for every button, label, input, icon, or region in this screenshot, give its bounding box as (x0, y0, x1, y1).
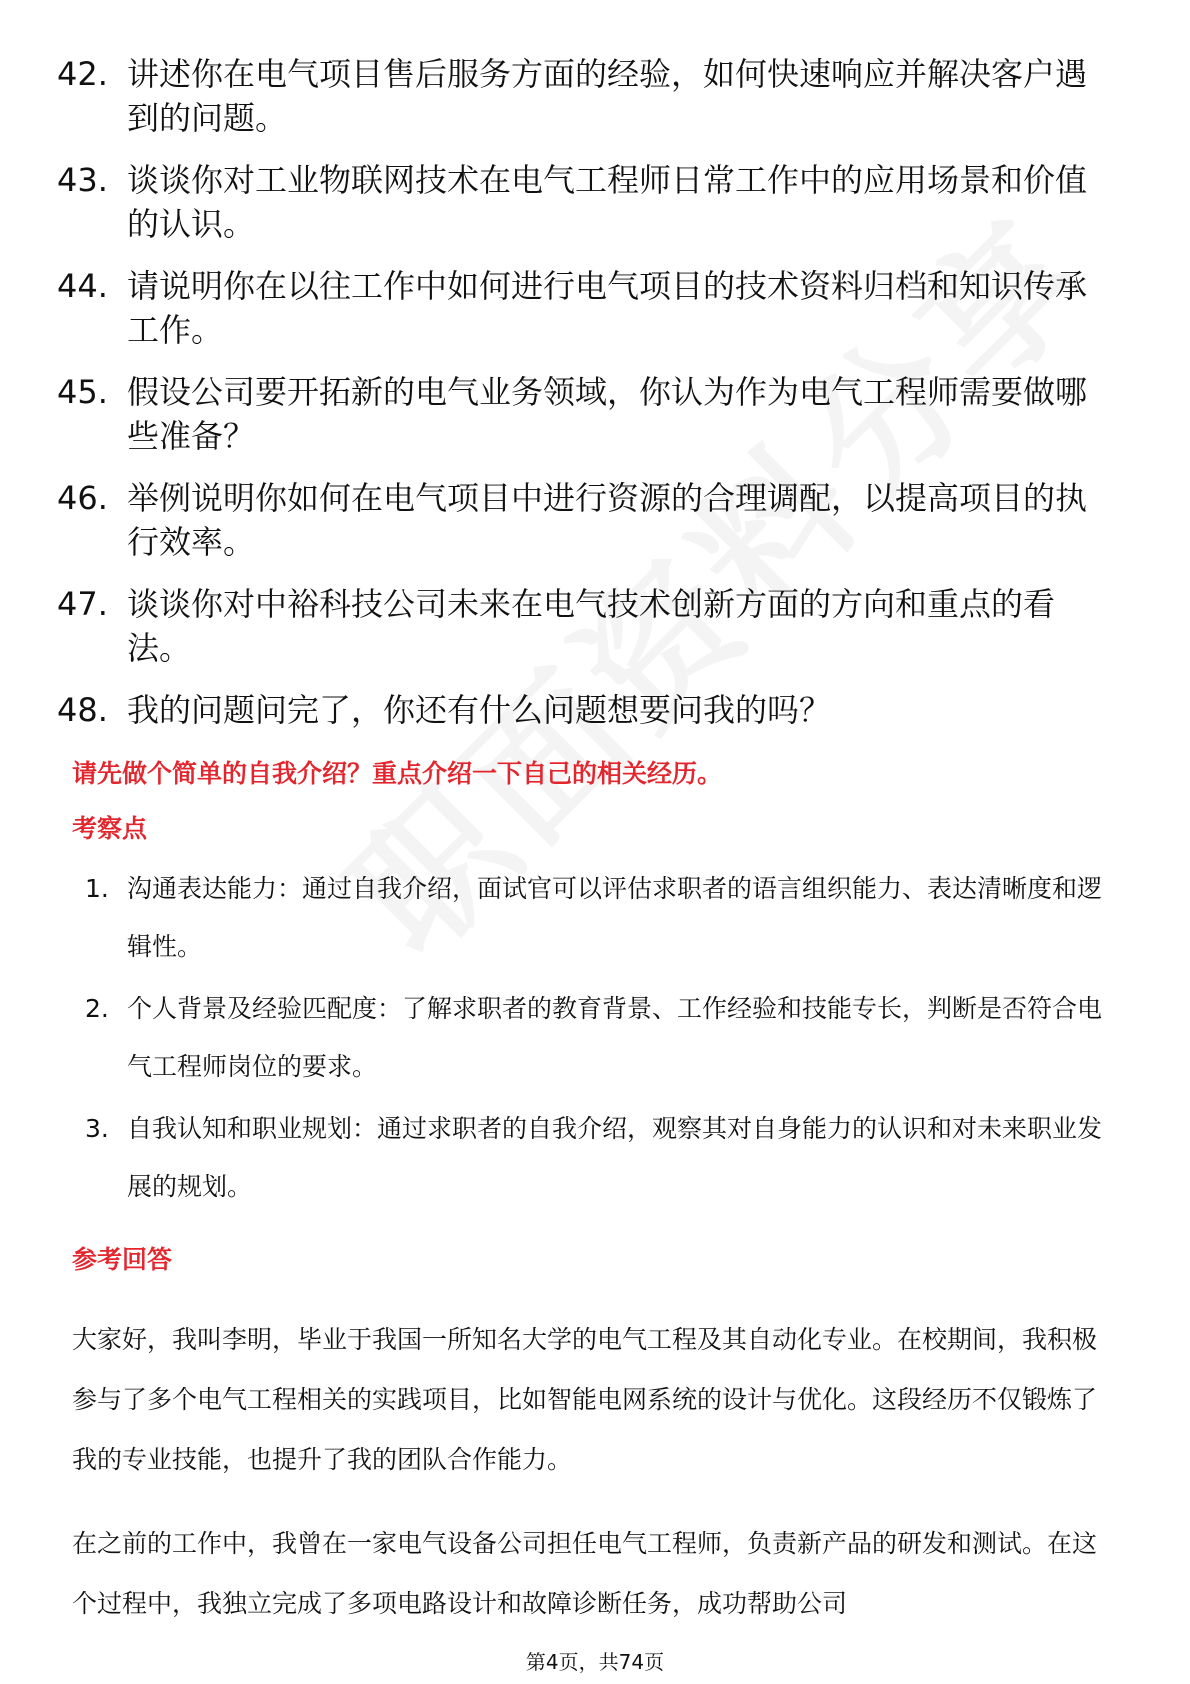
main-question-heading: 请先做个简单的自我介绍？重点介绍一下自己的相关经历。 (72, 759, 723, 788)
question-number: 46. (57, 479, 108, 517)
question-item (57, 688, 1117, 732)
exam-point-number: 1. (85, 874, 109, 903)
exam-points-title: 考察点 (72, 814, 148, 843)
question-number: 47. (57, 585, 108, 623)
question-text: 讲述你在电气项目售后服务方面的经验，如何快速响应并解决客户遇到的问题。 (127, 55, 1088, 137)
exam-point-number: 3. (85, 1114, 109, 1143)
reference-answer-title: 参考回答 (72, 1245, 173, 1274)
question-number: 48. (57, 691, 108, 729)
exam-point-item (85, 1100, 1115, 1216)
exam-point-item (85, 980, 1115, 1096)
question-text: 假设公司要开拓新的电气业务领域，你认为作为电气工程师需要做哪些准备？ (127, 373, 1088, 455)
exam-points-list (85, 860, 1115, 1220)
exam-point-text: 自我认知和职业规划：通过求职者的自我介绍，观察其对自身能力的认识和对未来职业发展的规划。 (127, 1114, 1103, 1201)
question-list (57, 52, 1117, 750)
question-item (57, 476, 1117, 564)
question-text: 举例说明你如何在电气项目中进行资源的合理调配，以提高项目的执行效率。 (127, 479, 1088, 561)
exam-point-number: 2. (85, 994, 109, 1023)
question-number: 43. (57, 161, 108, 199)
question-item (57, 52, 1117, 140)
answer-paragraph: 在之前的工作中，我曾在一家电气设备公司担任电气工程师，负责新产品的研发和测试。在这个过程中，我独立完成了多项电路设计和故障诊断任务，成功帮助公司 (72, 1529, 1098, 1618)
page-footer: 第4页，共74页 (525, 1650, 665, 1674)
question-item (57, 582, 1117, 670)
question-item (57, 370, 1117, 458)
answer-paragraph: 大家好，我叫李明，毕业于我国一所知名大学的电气工程及其自动化专业。在校期间，我积极参与了多个电气工程相关的实践项目，比如智能电网系统的设计与优化。这段经历不仅锻炼了我的专业技能，也提升了我的团队合作能力。 (72, 1325, 1098, 1474)
question-item (57, 158, 1117, 246)
exam-point-item (85, 860, 1115, 976)
question-text: 请说明你在以往工作中如何进行电气项目的技术资料归档和知识传承工作。 (127, 267, 1088, 349)
question-number: 42. (57, 55, 108, 93)
question-item (57, 264, 1117, 352)
exam-point-text: 个人背景及经验匹配度：了解求职者的教育背景、工作经验和技能专长，判断是否符合电气工程师岗位的要求。 (127, 994, 1103, 1081)
question-number: 44. (57, 267, 108, 305)
question-text: 谈谈你对中裕科技公司未来在电气技术创新方面的方向和重点的看法。 (127, 585, 1056, 667)
exam-point-text: 沟通表达能力：通过自我介绍，面试官可以评估求职者的语言组织能力、表达清晰度和逻辑性。 (127, 874, 1103, 961)
question-text: 我的问题问完了，你还有什么问题想要问我的吗？ (127, 691, 832, 729)
question-number: 45. (57, 373, 108, 411)
question-text: 谈谈你对工业物联网技术在电气工程师日常工作中的应用场景和价值的认识。 (127, 161, 1088, 243)
